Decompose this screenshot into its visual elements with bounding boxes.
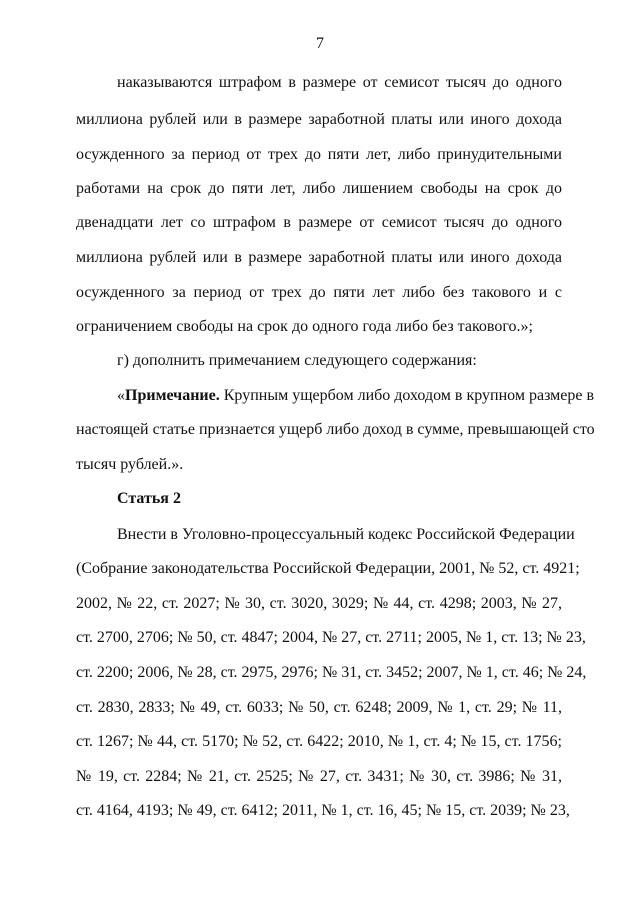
text-line: тысяч рублей.». bbox=[76, 456, 184, 473]
text-line: ограничением свободы на срок до одного года либо без такового.»; bbox=[76, 318, 533, 335]
text-line: 2002, № 22, ст. 2027; № 30, ст. 3020, 3029; № 44, ст. 4298; 2003, № 27, bbox=[76, 595, 562, 612]
text-line: работами на срок до пяти лет, либо лишением свободы на срок до bbox=[76, 180, 562, 197]
text-line: г) дополнить примечанием следующего содержания: bbox=[117, 352, 477, 369]
text-line: № 19, ст. 2284; № 21, ст. 2525; № 27, ст. 3431; № 30, ст. 3986; № 31, bbox=[76, 768, 562, 785]
note-open-quote: « bbox=[117, 387, 125, 404]
text-line: ст. 4164, 4193; № 49, ст. 6412; 2011, № 1, ст. 16, 45; № 15, ст. 2039; № 23, bbox=[76, 802, 570, 819]
note-first-line bbox=[117, 386, 595, 406]
text-line: ст. 2700, 2706; № 50, ст. 4847; 2004, № 27, ст. 2711; 2005, № 1, ст. 13; № 23, bbox=[76, 629, 586, 646]
text-line: ст. 2830, 2833; № 49, ст. 6033; № 50, ст. 6248; 2009, № 1, ст. 29; № 11, bbox=[76, 699, 562, 716]
text-line: Внести в Уголовно-процессуальный кодекс Российской Федерации bbox=[117, 526, 575, 543]
text-line: миллиона рублей или в размере заработной платы или иного дохода bbox=[76, 249, 562, 266]
text-line: двенадцати лет со штрафом в размере от семисот тысяч до одного bbox=[76, 214, 562, 231]
article-heading: Статья 2 bbox=[117, 490, 181, 507]
text-line: наказываются штрафом в размере от семисот тысяч до одного bbox=[117, 74, 562, 91]
page-number: 7 bbox=[316, 35, 324, 52]
text-line: ст. 1267; № 44, ст. 5170; № 52, ст. 6422; 2010, № 1, ст. 4; № 15, ст. 1756; bbox=[76, 733, 562, 750]
note-label: Примечание. bbox=[125, 387, 220, 404]
text-line: настоящей статье признается ущерб либо доход в сумме, превышающей сто bbox=[76, 421, 595, 438]
note-text: Крупным ущербом либо доходом в крупном размере в bbox=[219, 387, 595, 404]
text-line: осужденного за период от трех до пяти лет, либо принудительными bbox=[76, 146, 562, 163]
text-line: миллиона рублей или в размере заработной платы или иного дохода bbox=[76, 111, 562, 128]
text-line: осужденного за период от трех до пяти лет либо без такового и с bbox=[76, 284, 562, 301]
text-line: (Собрание законодательства Российской Федерации, 2001, № 52, ст. 4921; bbox=[76, 560, 580, 577]
text-line: ст. 2200; 2006, № 28, ст. 2975, 2976; № 31, ст. 3452; 2007, № 1, ст. 46; № 24, bbox=[76, 664, 587, 681]
